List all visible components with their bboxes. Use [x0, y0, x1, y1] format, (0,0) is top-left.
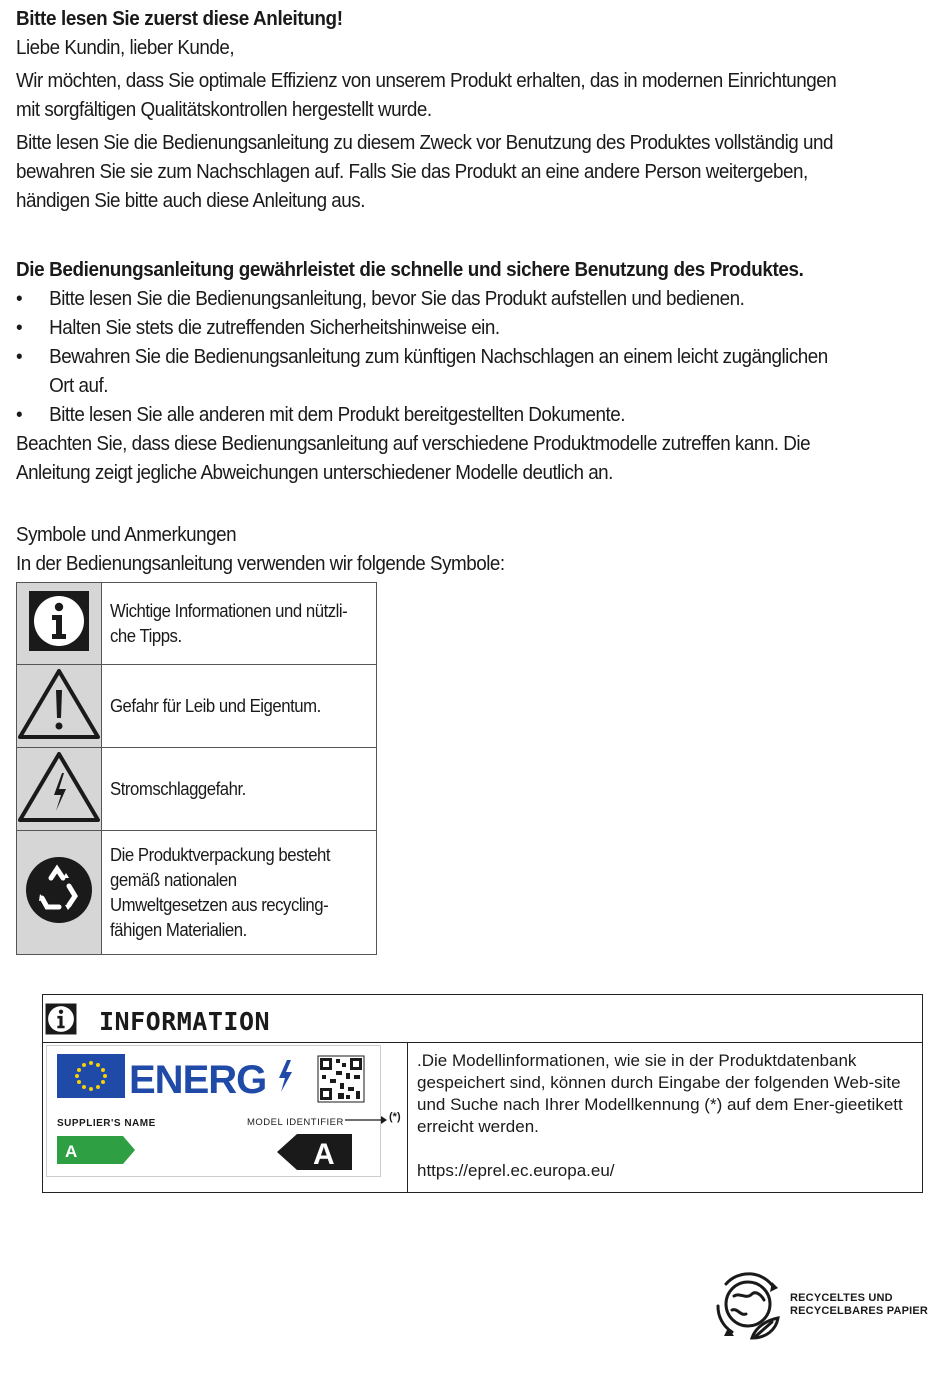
- table-row: [17, 665, 377, 748]
- energy-word: ENERG: [129, 1058, 267, 1102]
- information-text: [417, 1050, 907, 1182]
- symbol-description: Die Produktverpackung besteht gemäß nationalen Umweltgesetzen aus recycling-fähigen Materialien.: [110, 844, 331, 940]
- info-icon: [45, 1003, 77, 1035]
- information-header: [43, 995, 922, 1043]
- energy-class-right: A: [313, 1138, 335, 1171]
- list-item: • Bitte lesen Sie alle anderen mit dem Produkt bereitgestellten Dokumente.: [16, 400, 844, 429]
- intro-section: [16, 4, 844, 215]
- information-paragraph: .Die Modellinformationen, wie sie in der Produktdatenbank gespeichert sind, können durch Eingabe der folgenden Web-site und Suche nach Ihrer Modellkennung (*) auf dem Ener-gieetikett erreicht werden.: [417, 1051, 903, 1136]
- guide-heading: Die Bedienungsanleitung gewährleistet die schnelle und sichere Benutzung des Produktes.: [16, 258, 804, 281]
- recycling-icon: [25, 856, 93, 924]
- supplier-name-label: SUPPLIER'S NAME: [57, 1118, 156, 1129]
- intro-heading: Bitte lesen Sie zuerst diese Anleitung!: [16, 7, 343, 30]
- list-item: • Bitte lesen Sie die Bedienungsanleitung, bevor Sie das Produkt aufstellen und bedienen.: [16, 284, 844, 313]
- lightning-icon: [279, 1060, 292, 1092]
- qr-code-icon: [318, 1056, 364, 1102]
- info-icon: [28, 590, 90, 652]
- intro-paragraph-1: Wir möchten, dass Sie optimale Effizienz von unserem Produkt erhalten, das in modernen Einrichtungen mit sorgfältigen Qualitätskontrollen hergestellt wurde.: [16, 69, 837, 121]
- symbol-description: Wichtige Informationen und nützli-che Tipps.: [110, 600, 348, 646]
- asterisk-note: (*): [389, 1111, 401, 1123]
- symbols-intro: In der Bedienungsanleitung verwenden wir folgende Symbole:: [16, 552, 505, 575]
- recycled-paper-label: RECYCELTES UND RECYCELBARES PAPIER: [790, 1292, 929, 1317]
- information-box: [42, 994, 923, 1193]
- eprel-link[interactable]: https://eprel.ec.europa.eu/: [417, 1161, 615, 1180]
- divider: [407, 1042, 408, 1193]
- eu-flag-icon: [57, 1054, 125, 1098]
- model-identifier-label: MODEL IDENTIFIER: [247, 1117, 344, 1128]
- greeting: Liebe Kundin, lieber Kunde,: [16, 36, 235, 59]
- list-item: • Halten Sie stets die zutreffenden Sicherheitshinweise ein.: [16, 313, 844, 342]
- electric-shock-icon: [17, 751, 101, 823]
- table-row: [17, 748, 377, 831]
- intro-paragraph-2: Bitte lesen Sie die Bedienungsanleitung zu diesem Zweck vor Benutzung des Produktes vollständig und bewahren Sie sie zum Nachschlagen auf. Falls Sie das Produkt an eine andere Person weitergeben, händigen Sie bitte auch diese Anleitung aus.: [16, 131, 833, 212]
- information-title: INFORMATION: [99, 1007, 271, 1036]
- symbol-description: Stromschlaggefahr.: [110, 778, 246, 799]
- symbols-section: [16, 520, 844, 578]
- table-row: [17, 831, 377, 955]
- energy-class-left: A: [65, 1142, 78, 1161]
- symbols-table: [16, 582, 377, 955]
- guide-note: Beachten Sie, dass diese Bedienungsanleitung auf verschiedene Produktmodelle zutreffen kann. Die Anleitung zeigt jegliche Abweichungen unterschiedener Modelle deutlich an.: [16, 432, 811, 484]
- symbols-heading: Symbole und Anmerkungen: [16, 523, 237, 546]
- guide-bullet-list: [16, 284, 844, 429]
- guide-section: [16, 255, 844, 487]
- warning-icon: [17, 668, 101, 740]
- recycled-paper-icon: [712, 1266, 784, 1344]
- symbol-description: Gefahr für Leib und Eigentum.: [110, 695, 321, 716]
- list-item: • Bewahren Sie die Bedienungsanleitung zum künftigen Nachschlagen an einem leicht zugänglichen Ort auf.: [16, 342, 844, 400]
- energy-label-graphic: [47, 1046, 380, 1176]
- table-row: [17, 583, 377, 665]
- energy-label: [46, 1045, 381, 1177]
